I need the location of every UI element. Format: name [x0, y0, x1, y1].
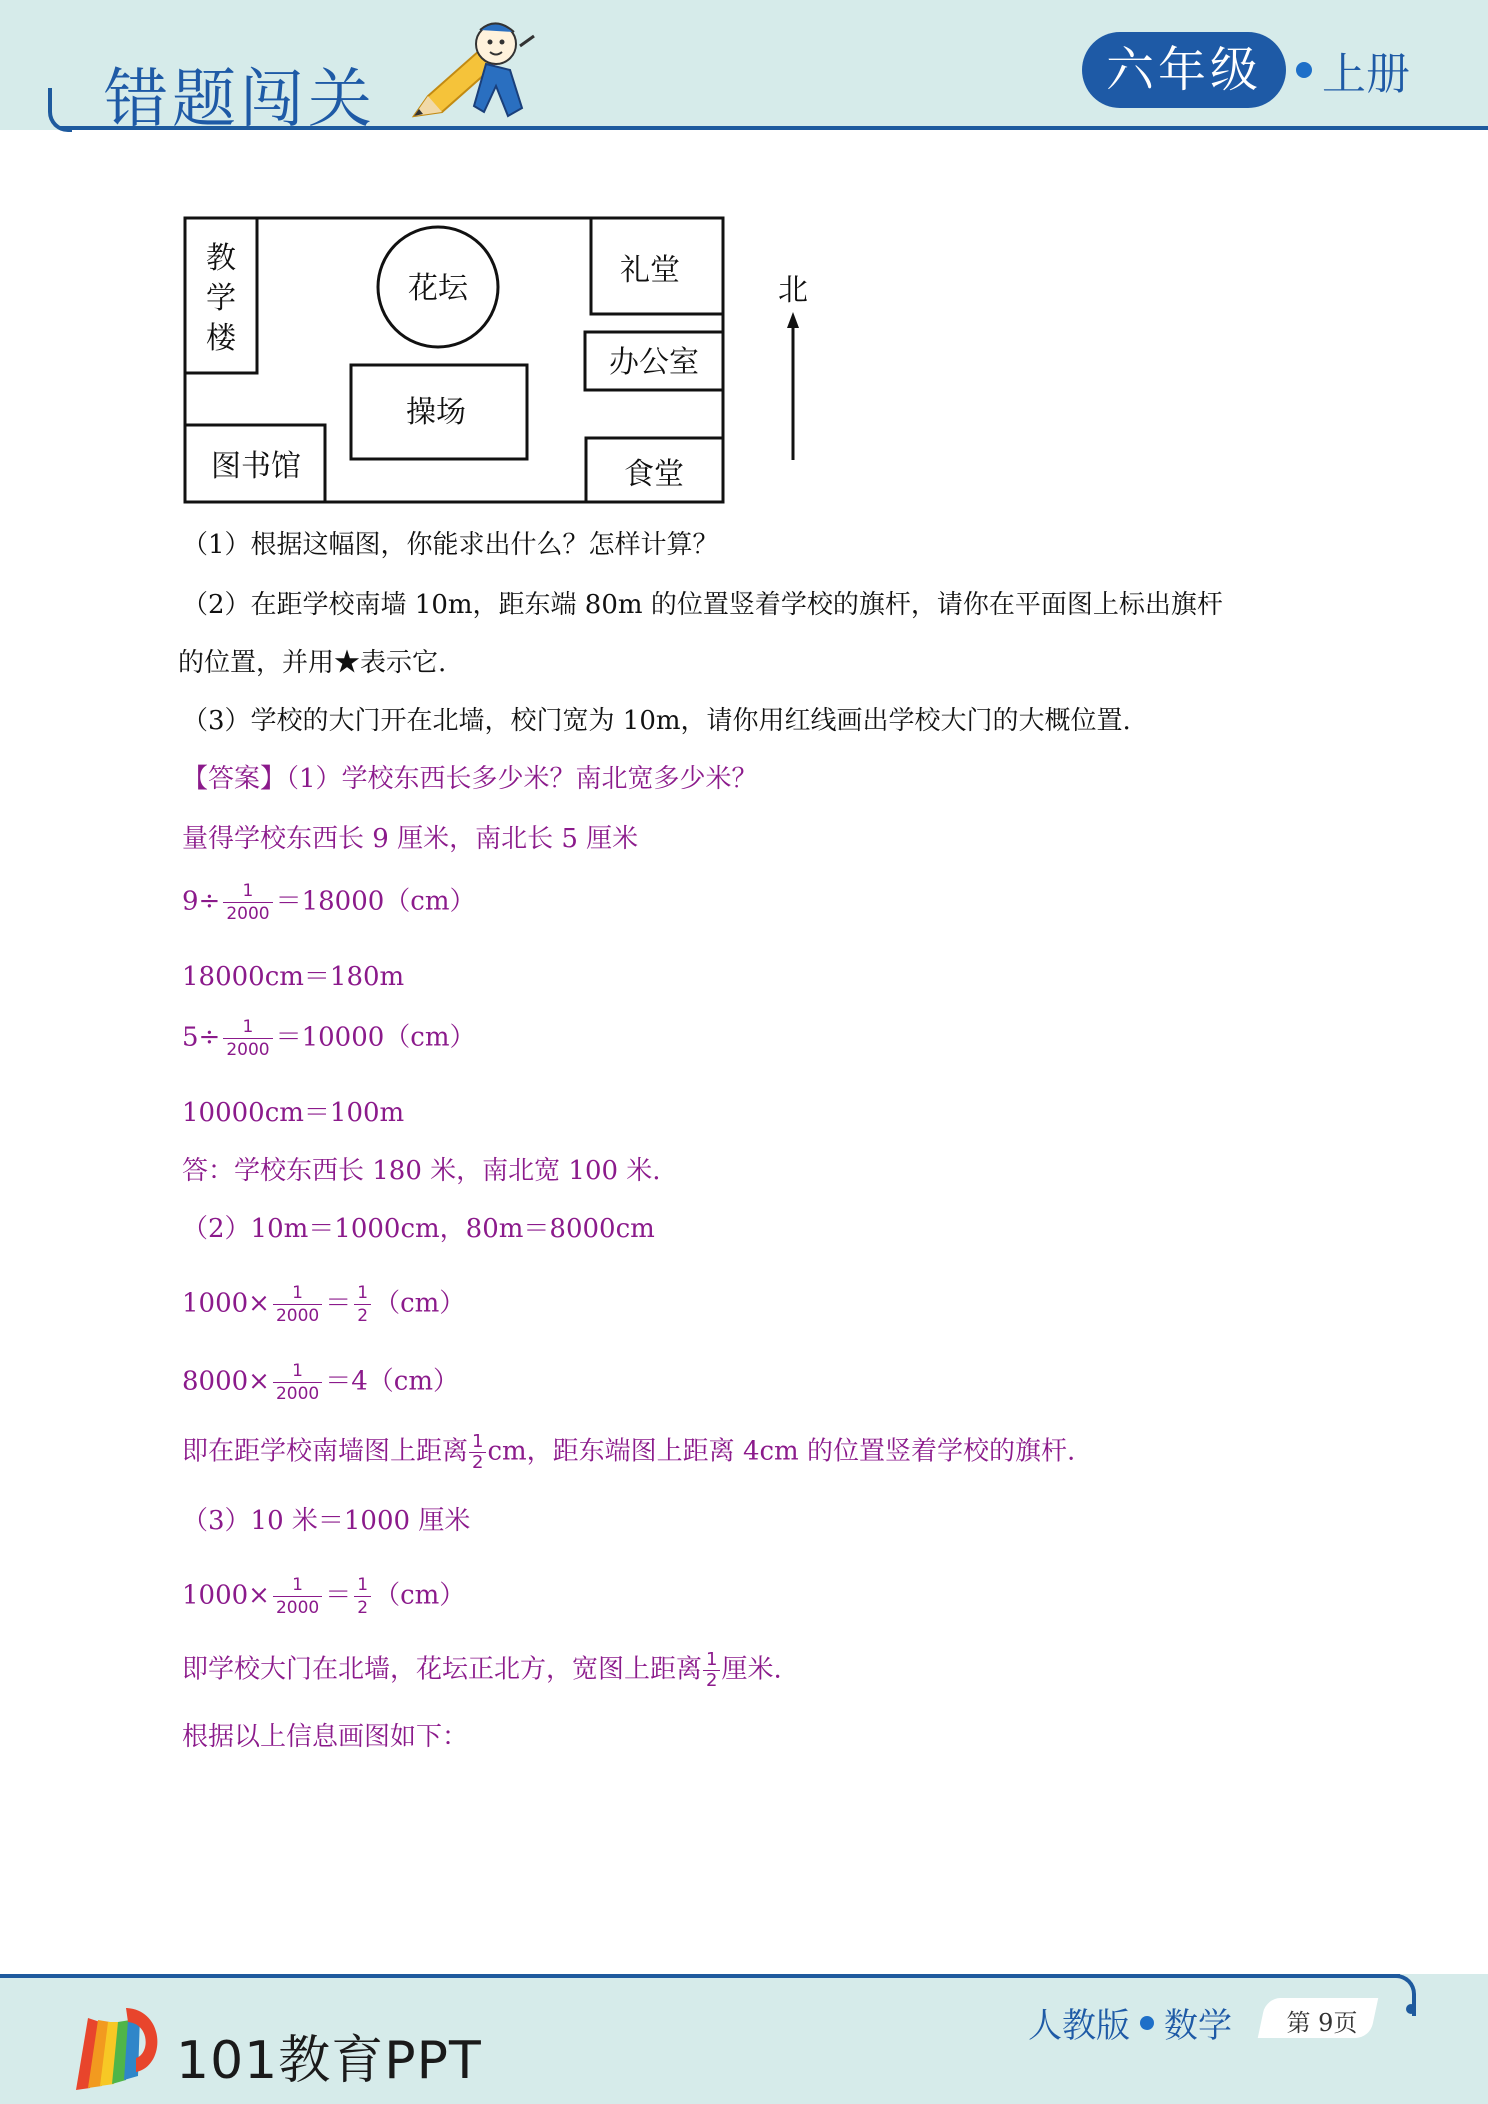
grade-badge	[1082, 32, 1410, 108]
canteen-label: 食堂	[624, 457, 684, 492]
eq4-pre: 8000×	[182, 1366, 270, 1397]
eq4-post: ＝4（cm）	[325, 1366, 459, 1397]
playground-label: 操场	[406, 395, 466, 430]
brand-logo-icon	[66, 2000, 166, 2092]
pencil-mascot-icon	[410, 16, 550, 122]
teaching-building-label-3: 楼	[206, 321, 236, 356]
edition-name: 人教版	[1028, 2006, 1130, 2046]
ans2-pre: 即在距学校南墙图上距离	[182, 1436, 469, 1467]
answer-conclusion-2	[182, 1432, 1075, 1473]
answer-part-3: （3）10 米＝1000 厘米	[182, 1506, 471, 1536]
teaching-building-label-2: 学	[206, 281, 236, 316]
eq5-mid: ＝	[325, 1580, 352, 1611]
answer-part-2: （2）10m＝1000cm，80m＝8000cm	[182, 1214, 655, 1244]
scale-fraction: $\frac{1}{2000}$	[273, 1360, 322, 1405]
question-1: （1）根据这幅图，你能求出什么？怎样计算？	[182, 530, 719, 560]
grade-dot-icon	[1296, 62, 1312, 78]
answer-equation-2	[182, 1016, 476, 1061]
answer-measurement: 量得学校东西长 9 厘米，南北长 5 厘米	[182, 824, 639, 854]
answer-equation-1	[182, 880, 476, 925]
eq1-post: ＝18000（cm）	[275, 886, 476, 917]
half-fraction: $\frac{1}{2}$	[469, 1432, 486, 1473]
eq5-post: （cm）	[374, 1580, 466, 1611]
footer-hook-dot	[1406, 2004, 1416, 2014]
answer-equation-5	[182, 1574, 465, 1619]
eq3-pre: 1000×	[182, 1288, 270, 1319]
eq1-pre: 9÷	[182, 886, 221, 917]
page-number: 第 9页	[1286, 2009, 1358, 2037]
brand-logo-text: 101教育PPT	[176, 2031, 482, 2091]
edition-label	[1028, 1998, 1232, 2047]
teaching-building-label-1: 教	[206, 241, 236, 276]
flower-bed-label: 花坛	[408, 271, 468, 306]
footer-rule	[0, 1974, 1400, 1978]
answer-equation-3	[182, 1282, 465, 1327]
answer-conversion-2: 10000cm＝100m	[182, 1098, 405, 1128]
question-3: （3）学校的大门开在北墙，校门宽为 10m，请你用红线画出学校大门的大概位置.	[182, 706, 1131, 736]
answer-conclusion-3	[182, 1650, 782, 1691]
scale-fraction: $\frac{1}{2000}$	[223, 1016, 272, 1061]
answer-equation-4	[182, 1360, 459, 1405]
eq2-pre: 5÷	[182, 1022, 221, 1053]
header-title: 错题闯关	[104, 63, 376, 137]
answer-conclusion-1: 答：学校东西长 180 米，南北宽 100 米.	[182, 1156, 661, 1186]
grade-label: 六年级	[1082, 32, 1286, 108]
question-2-line-2: 的位置，并用★表示它.	[178, 648, 447, 678]
ans3-post: 厘米.	[721, 1654, 782, 1685]
north-arrow-head-icon	[787, 312, 799, 328]
half-fraction: $\frac{1}{2}$	[703, 1650, 720, 1691]
result-fraction: $\frac{1}{2}$	[354, 1574, 371, 1619]
scale-fraction: $\frac{1}{2000}$	[273, 1574, 322, 1619]
ans3-pre: 即学校大门在北墙，花坛正北方，宽图上距离	[182, 1654, 703, 1685]
answer-heading: 【答案】（1）学校东西长多少米？南北宽多少米？	[182, 764, 758, 794]
answer-draw-intro: 根据以上信息画图如下：	[182, 1722, 469, 1752]
edition-dot-icon	[1140, 2016, 1154, 2030]
library-label: 图书馆	[211, 449, 301, 484]
scale-fraction: $\frac{1}{2000}$	[273, 1282, 322, 1327]
school-plan-diagram	[180, 208, 840, 508]
question-2-line-1: （2）在距学校南墙 10m，距东端 80m 的位置竖着学校的旗杆，请你在平面图上标出旗杆	[182, 590, 1223, 620]
subject-name: 数学	[1164, 2006, 1232, 2046]
eq2-post: ＝10000（cm）	[275, 1022, 476, 1053]
ans2-post: cm，距东端图上距离 4cm 的位置竖着学校的旗杆.	[487, 1436, 1076, 1467]
office-label: 办公室	[609, 345, 699, 380]
north-label: 北	[778, 273, 808, 308]
result-fraction: $\frac{1}{2}$	[354, 1282, 371, 1327]
answer-conversion-1: 18000cm＝180m	[182, 962, 405, 992]
volume-label: 上册	[1322, 49, 1411, 100]
eq3-mid: ＝	[325, 1288, 352, 1319]
eq3-post: （cm）	[374, 1288, 466, 1319]
scale-fraction: $\frac{1}{2000}$	[223, 880, 272, 925]
auditorium-label: 礼堂	[620, 253, 680, 288]
eq5-pre: 1000×	[182, 1580, 270, 1611]
